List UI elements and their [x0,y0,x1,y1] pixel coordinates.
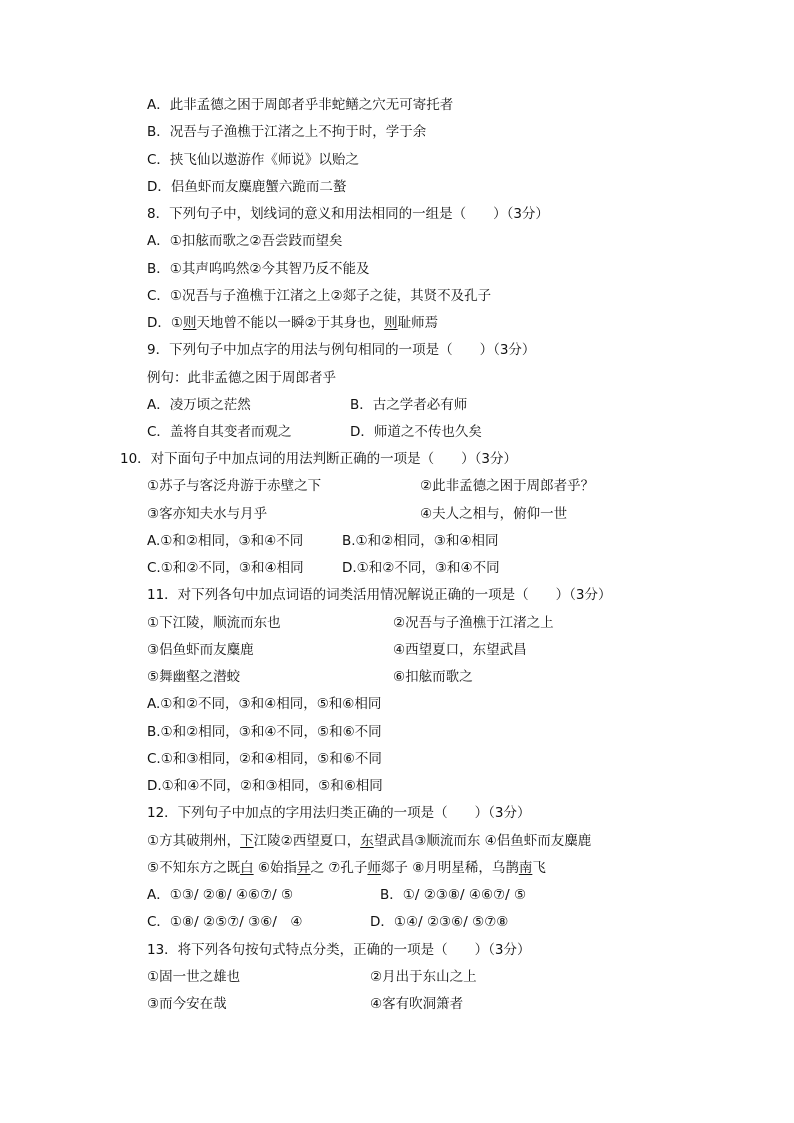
q13-sentence-3: ③而今安在哉 [147,996,227,1012]
q10-sentence-3: ③客亦知夫水与月乎 [147,506,268,522]
q12-sentences-1-4 [147,832,591,850]
text-run: ⑤不知东方之既 [147,860,241,876]
text-run: 飞 [532,860,546,876]
q12-sentences-5-8 [147,859,546,877]
q7-option-a: A．此非孟德之困于周郎者乎非蛇鳝之穴无可寄托者 [147,97,454,113]
q10-sentence-4: ④夫人之相与，俯仰一世 [420,506,568,522]
q11-sentence-2: ②况吾与子渔樵于江渚之上 [393,615,554,631]
text-run: 耻师焉 [397,315,439,331]
q13-stem: 13．将下列各句按句式特点分类，正确的一项是（ ）（3分） [147,942,531,958]
q12-option-b: B．①/ ②③⑧/ ④⑥⑦/ ⑤ [380,887,527,903]
q7-option-d: D．侣鱼虾而友麋鹿蟹六跪而二螯 [147,179,347,195]
q11-option-a: A.①和②不同，③和④相同，⑤和⑥相同 [147,696,382,712]
q11-sentence-4: ④西望夏口，东望武昌 [393,642,527,658]
q11-sentence-6: ⑥扣舷而歌之 [393,669,473,685]
q11-stem: 11．对下列各句中加点词语的词类活用情况解说正确的一项是（ ）（3分） [147,587,612,603]
q10-stem: 10．对下面句子中加点词的用法判断正确的一项是（ ）（3分） [120,451,518,467]
text-run: 江陵②西望夏口， [253,833,361,849]
q11-option-d: D.①和④不同，②和③相同，⑤和⑥相同 [147,778,383,794]
q10-option-b: B.①和②相同，③和④相同 [342,533,499,549]
q9-option-a: A．凌万顷之茫然 [147,397,251,413]
q10-sentence-2: ②此非孟德之困于周郎者乎？ [420,478,595,494]
q12-option-d: D．①④/ ②③⑥/ ⑤⑦⑧ [370,914,509,930]
q12-option-a: A．①③/ ②⑧/ ④⑥⑦/ ⑤ [147,887,294,903]
text-run: 之 ⑦孔子 [310,860,368,876]
underlined-word: 下 [240,833,254,849]
q11-option-b: B.①和②相同，③和④不同，⑤和⑥不同 [147,724,382,740]
q10-option-d: D.①和②不同，③和④不同 [342,560,500,576]
q10-sentence-1: ①苏子与客泛舟游于赤壁之下 [147,478,322,494]
q8-option-b: B．①其声呜呜然②今其智乃反不能及 [147,261,370,277]
q9-option-c: C．盖将自其变者而观之 [147,424,292,440]
q9-option-b: B．古之学者必有师 [350,397,468,413]
q10-option-a: A.①和②相同，③和④不同 [147,533,304,549]
q9-stem: 9．下列句子中加点字的用法与例句相同的一项是（ ）（3分） [147,342,536,358]
q11-sentence-3: ③侣鱼虾而友麋鹿 [147,642,254,658]
q8-option-a: A．①扣舷而歌之②吾尝跂而望矣 [147,233,343,249]
text-run: ①方其破荆州， [147,833,241,849]
text-run: 天地曾不能以一瞬②于其身也， [196,315,385,331]
q12-stem: 12．下列句子中加点的字用法归类正确的一项是（ ）（3分） [147,805,531,821]
underlined-word: 则 [183,315,197,331]
text-run: 望武昌③顺流而东 ④侣鱼虾而友麋鹿 [373,833,592,849]
q8-stem: 8．下列句子中，划线词的意义和用法相同的一组是（ ）（3分） [147,206,549,222]
underlined-word: 白 [240,860,254,876]
underlined-word: 南 [518,860,533,876]
q13-sentence-1: ①固一世之雄也 [147,969,241,985]
q13-sentence-2: ②月出于东山之上 [370,969,477,985]
q11-option-c: C.①和③相同，②和④相同，⑤和⑥不同 [147,751,382,767]
underlined-word: 异 [297,860,311,876]
text-run: D．① [147,315,183,331]
q9-option-d: D．师道之不传也久矣 [350,424,482,440]
underlined-word: 师 [367,860,381,876]
q7-option-c: C．挟飞仙以遨游作《师说》以贻之 [147,152,359,168]
underlined-word: 东 [360,833,374,849]
q9-example: 例句：此非孟德之困于周郎者乎 [147,370,336,386]
text-run: 郯子 ⑧月明星稀，乌鹊 [380,860,519,876]
text-run: ⑥始指 [253,860,298,876]
q10-option-c: C.①和②不同，③和④相同 [147,560,304,576]
q13-sentence-4: ④客有吹洞箫者 [370,996,464,1012]
q12-option-c: C．①⑧/ ②⑤⑦/ ③⑥/ ④ [147,914,303,930]
q8-option-d [147,314,438,332]
underlined-word: 则 [384,315,398,331]
q11-sentence-1: ①下江陵，顺流而东也 [147,615,281,631]
q7-option-b: B．况吾与子渔樵于江渚之上不拘于时，学于余 [147,124,427,140]
q11-sentence-5: ⑤舞幽壑之潜蛟 [147,669,241,685]
q8-option-c: C．①况吾与子渔樵于江渚之上②郯子之徒，其贤不及孔子 [147,288,492,304]
